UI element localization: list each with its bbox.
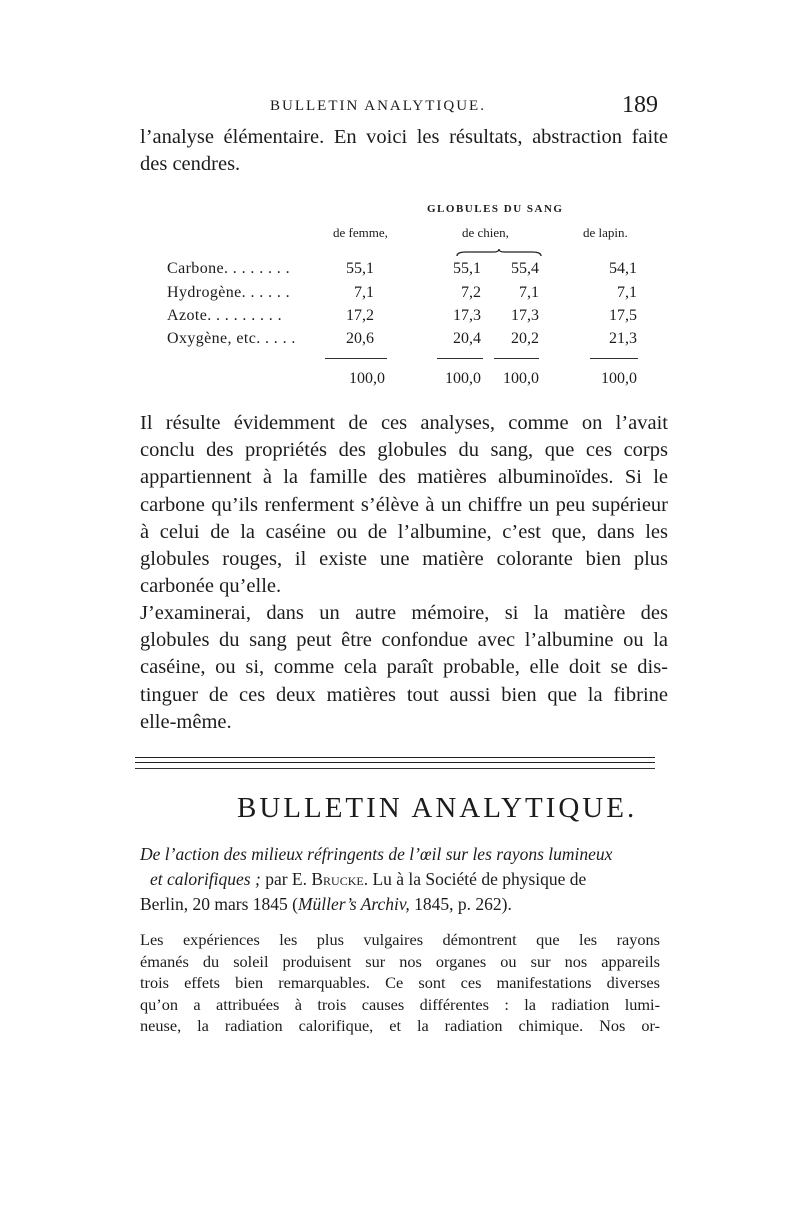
table-cell: 20,2 — [511, 330, 539, 347]
table-cell: 54,1 — [609, 260, 637, 277]
reference-line — [140, 867, 660, 892]
table-caption: GLOBULES DU SANG — [427, 203, 564, 215]
table-row-label: Azote. . . . . . . . . — [167, 307, 283, 324]
section-title: BULLETIN ANALYTIQUE. — [237, 792, 638, 824]
table-cell: 17,3 — [511, 307, 539, 324]
table-cell: 21,3 — [609, 330, 637, 347]
table-cell: 7,1 — [617, 284, 637, 301]
text-line: globules rouges, il existe une matière colorante bien plus — [140, 548, 668, 571]
table-total: 100,0 — [503, 370, 539, 387]
reference-reading: . Lu à la Société de physique de — [363, 869, 587, 889]
text-line: trois effets bien remarquables. Ce sont ces manifestations diverses — [140, 973, 660, 992]
body-paragraph — [140, 929, 660, 1037]
brace-icon — [456, 249, 542, 257]
text-line: qu’on a attribuées à trois causes différentes : la radiation lumi- — [140, 994, 660, 1014]
table-cell: 7,1 — [519, 284, 539, 301]
section-separator — [135, 757, 655, 763]
reference-place-date: Berlin, 20 mars 1845 ( — [140, 894, 298, 914]
second-paragraph — [140, 600, 668, 736]
table-cell: 17,5 — [609, 307, 637, 324]
column-header-lapin: de lapin. — [583, 225, 628, 240]
table-cell: 17,3 — [453, 307, 481, 324]
text-line: appartiennent à la famille des matières albuminoïdes. Si le — [140, 466, 668, 489]
table-cell: 55,4 — [511, 260, 539, 277]
running-title: BULLETIN ANALYTIQUE. — [270, 98, 486, 114]
table-total: 100,0 — [601, 370, 637, 387]
table-total: 100,0 — [349, 370, 385, 387]
reference-line — [140, 892, 660, 917]
table-cell: 20,4 — [453, 330, 481, 347]
section-separator-thin — [135, 768, 655, 769]
intro-paragraph — [140, 124, 668, 178]
table-cell: 7,1 — [354, 284, 374, 301]
text-line: neuse, la radiation calorifique, et la radiation chimique. Nos or- — [140, 1016, 660, 1035]
table-cell: 17,2 — [346, 307, 374, 324]
page-number: 189 — [622, 92, 658, 118]
text-line: l’analyse élémentaire. En voici les résultats, abstraction faite — [140, 126, 668, 148]
text-line: Il résulte évidemment de ces analyses, comme on l’avait — [140, 412, 668, 434]
table-cell: 55,1 — [346, 260, 374, 277]
table-cell: 7,2 — [461, 284, 481, 301]
text-line: globules du sang peut être confondue avec l’albumine ou la — [140, 629, 668, 652]
text-line: caséine, ou si, comme cela paraît probable, elle doit se dis- — [140, 656, 668, 679]
table-row-label: Hydrogène. . . . . . — [167, 284, 291, 301]
table-cell: 55,1 — [453, 260, 481, 277]
text-line: carbone qu’ils renferment s’élève à un chiffre un peu supérieur — [140, 493, 668, 516]
sum-rule — [437, 358, 483, 359]
column-header-femme: de femme, — [333, 225, 388, 240]
reference-citation — [140, 842, 660, 917]
reference-author: Brucke — [311, 869, 364, 889]
text-line: des cendres. — [140, 153, 241, 176]
text-line: Les expériences les plus vulgaires démontrent que les rayons — [140, 930, 660, 949]
reference-by: par — [265, 869, 288, 889]
sum-rule — [590, 358, 638, 359]
text-line: conclu des propriétés des globules du sang, que ces corps — [140, 439, 668, 462]
conclusion-paragraph — [140, 410, 668, 600]
text-line: J’examinerai, dans un autre mémoire, si la matière des — [140, 602, 668, 624]
reference-pages: 1845, p. 262). — [409, 894, 512, 914]
reference-journal: Müller’s Archiv, — [297, 894, 410, 914]
text-line: à celui de la caséine ou de l’albumine, c’est que, dans les — [140, 520, 668, 543]
reference-title-cont: et calorifiques ; — [150, 869, 261, 889]
table-row-label: Oxygène, etc. . . . . — [167, 330, 296, 347]
text-line: émanés du soleil produisent sur nos organes ou sur nos appareils — [140, 951, 660, 971]
table-cell: 20,6 — [346, 330, 374, 347]
reference-author-initial: E. — [291, 869, 307, 889]
sum-rule — [494, 358, 539, 359]
text-line: elle-même. — [140, 710, 232, 733]
table-row-label: Carbone. . . . . . . . — [167, 260, 291, 277]
reference-title: De l’action des milieux réfringents de l’œil sur les rayons lumineux — [140, 844, 613, 864]
sum-rule — [325, 358, 387, 359]
text-line: tinguer de ces deux matières tout aussi bien que la fibrine — [140, 683, 668, 706]
text-line: carbonée qu’elle. — [140, 575, 282, 598]
table-total: 100,0 — [445, 370, 481, 387]
column-header-chien: de chien, — [462, 225, 509, 240]
